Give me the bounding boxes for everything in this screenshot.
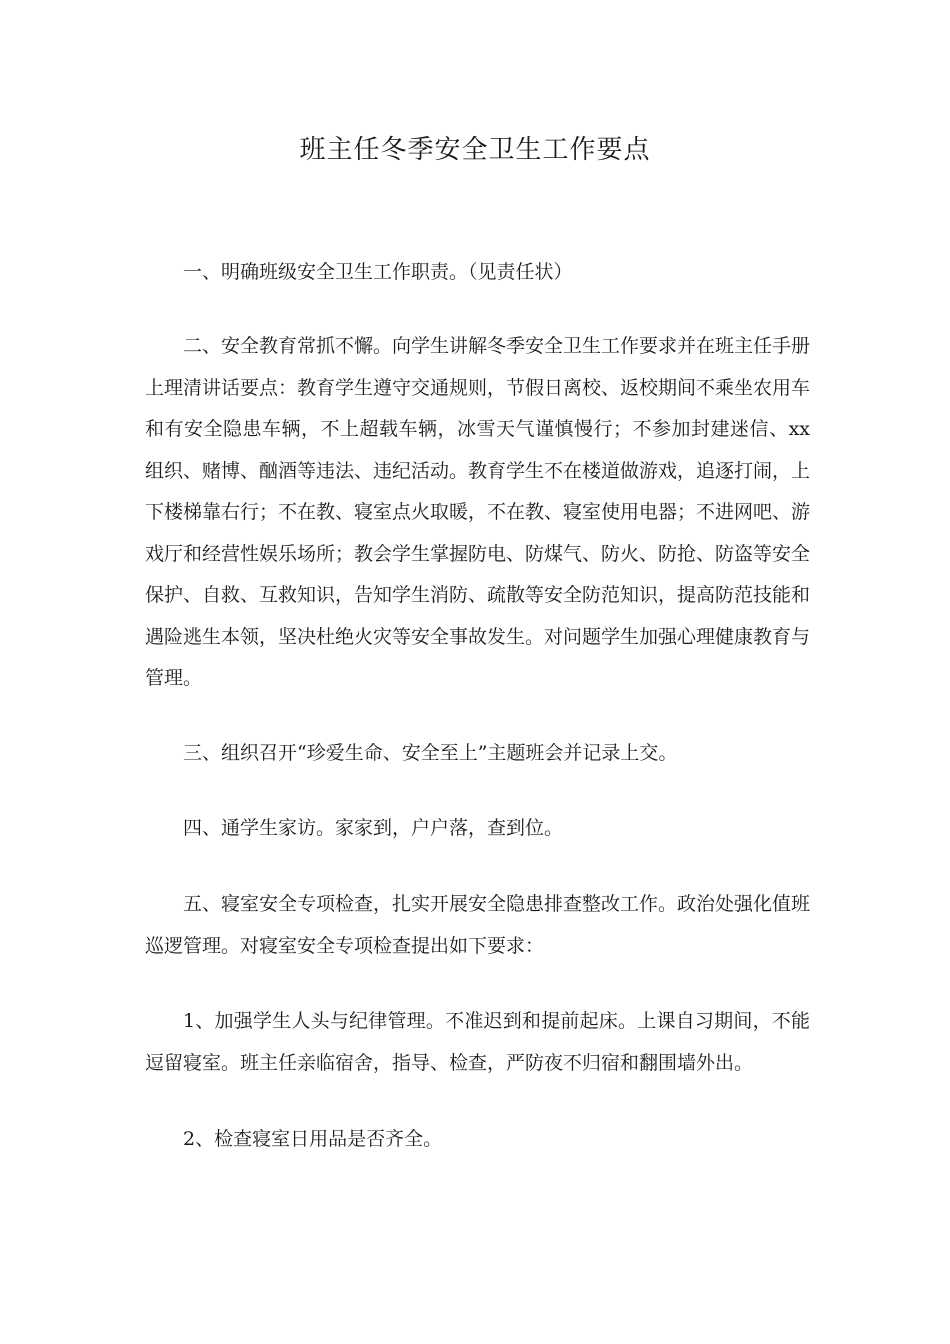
- paragraph-section-2: 二、安全教育常抓不懈。向学生讲解冬季安全卫生工作要求并在班主任手册上理清讲话要点：教育学生遵守交通规则，节假日离校、返校期间不乘坐农用车和有安全隐患车辆，不上超载车辆，冰雪天气谨慎慢行；不参加封建迷信、xx组织、赌博、酗酒等违法、违纪活动。教育学生不在楼道做游戏，追逐打闹，上下楼梯靠右行；不在教、寝室点火取暖，不在教、寝室使用电器；不进网吧、游戏厅和经营性娱乐场所；教会学生掌握防电、防煤气、防火、防抢、防盗等安全保护、自救、互救知识，告知学生消防、疏散等安全防范知识，提高防范技能和遇险逃生本领，坚决杜绝火灾等安全事故发生。对问题学生加强心理健康教育与管理。: [145, 335, 811, 689]
- paragraph-section-4: 四、通学生家访。家家到，户户落，查到位。: [183, 817, 564, 839]
- paragraph-section-3: 三、组织召开“珍爱生命、安全至上”主题班会并记录上交。: [183, 742, 678, 764]
- paragraph-item-1: 1、加强学生人头与纪律管理。不准迟到和提前起床。上课自习期间，不能逗留寝室。班主任亲临宿舍，指导、检查，严防夜不归宿和翻围墙外出。: [145, 1010, 810, 1074]
- document-title: 班主任冬季安全卫生工作要点: [299, 135, 651, 165]
- paragraph-item-2: 2、检查寝室日用品是否齐全。: [183, 1128, 443, 1150]
- paragraph-section-1: 一、明确班级安全卫生工作职责。（见责任状）: [183, 261, 573, 283]
- paragraph-section-5: 五、寝室安全专项检查，扎实开展安全隐患排查整改工作。政治处强化值班巡逻管理。对寝室安全专项检查提出如下要求：: [145, 893, 811, 957]
